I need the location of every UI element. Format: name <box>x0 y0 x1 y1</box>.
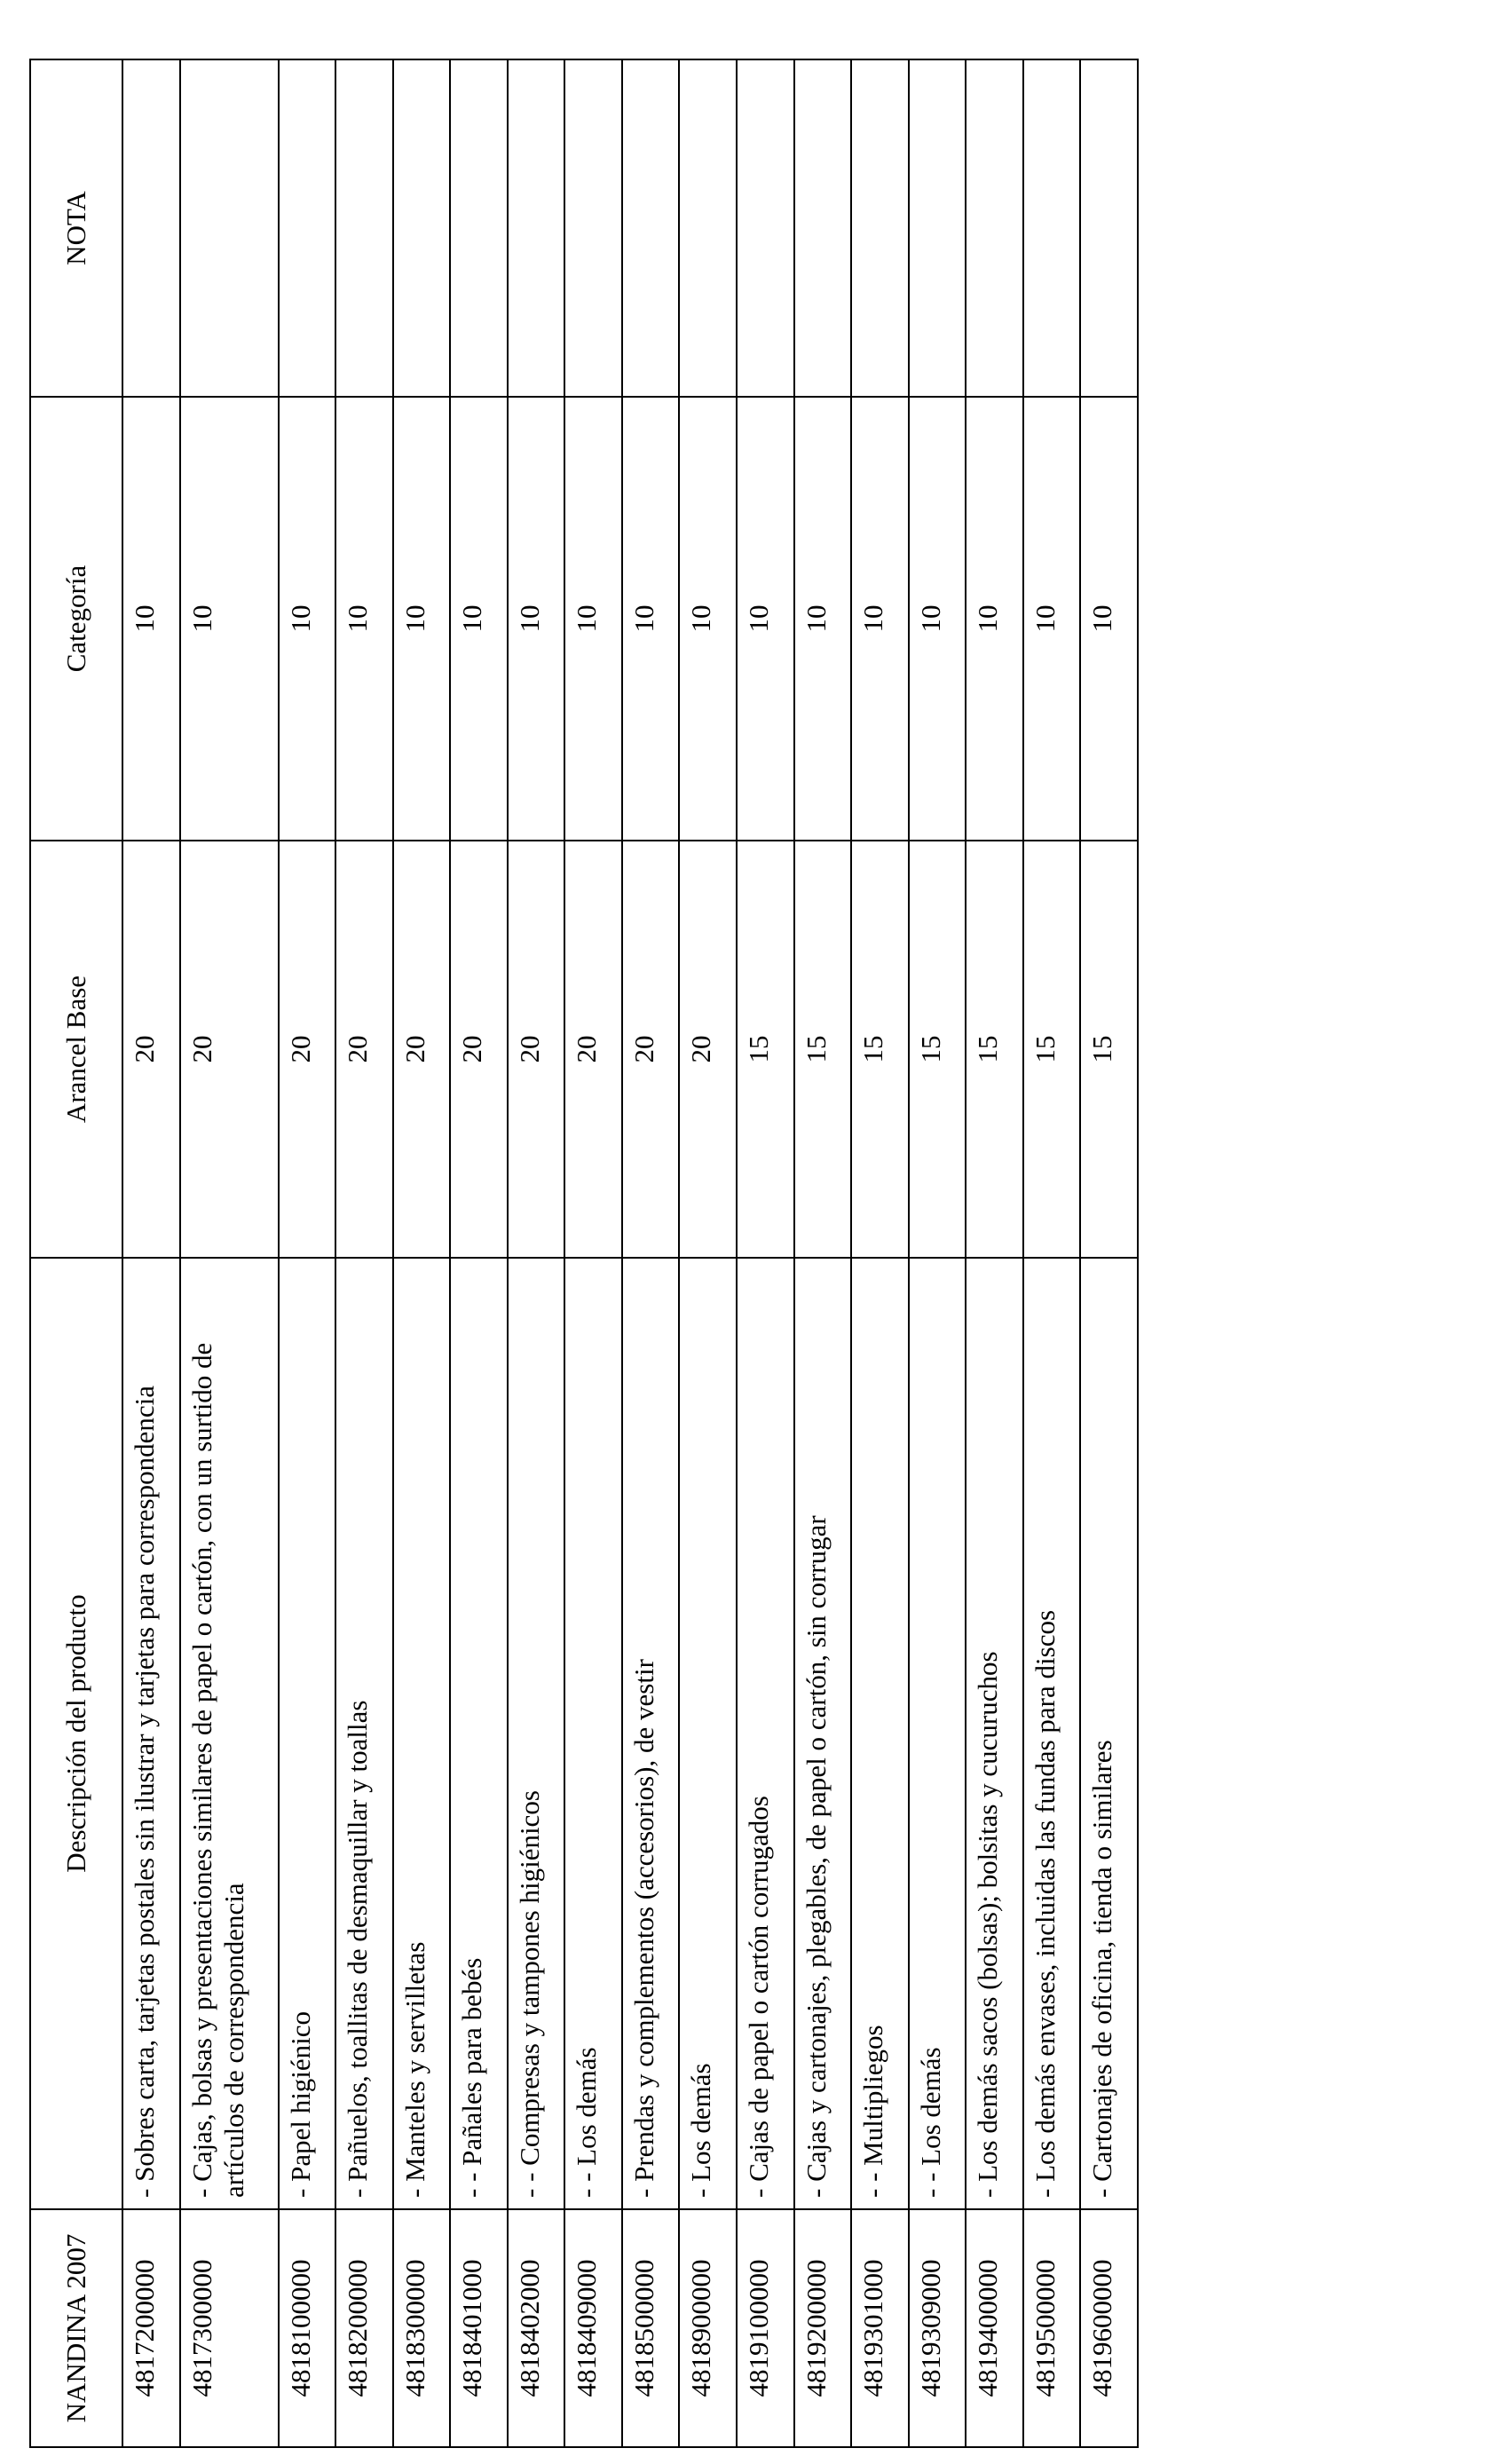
table-row <box>737 59 794 2447</box>
cell-nota <box>851 59 909 397</box>
cell-arancel-base: 15 <box>1080 841 1138 1258</box>
cell-code: 4818401000 <box>450 2209 508 2447</box>
table-row <box>180 59 279 2447</box>
cell-categoria: 10 <box>279 397 336 841</box>
cell-nota <box>737 59 794 397</box>
cell-code: 4819301000 <box>851 2209 909 2447</box>
cell-code: 4817300000 <box>180 2209 279 2447</box>
table-row <box>679 59 737 2447</box>
cell-arancel-base: 20 <box>122 841 180 1258</box>
header-arancel-base: Arancel Base <box>30 841 122 1258</box>
cell-nota <box>1023 59 1081 397</box>
cell-categoria: 10 <box>393 397 451 841</box>
cell-nota <box>966 59 1023 397</box>
cell-description: - Cartonajes de oficina, tienda o similares <box>1080 1258 1138 2209</box>
header-nandina: NANDINA 2007 <box>30 2209 122 2447</box>
header-descripcion: Descripción del producto <box>30 1258 122 2209</box>
cell-arancel-base: 20 <box>335 841 393 1258</box>
cell-description: - Cajas de papel o cartón corrugados <box>737 1258 794 2209</box>
table-row <box>1023 59 1081 2447</box>
cell-code: 4819200000 <box>794 2209 852 2447</box>
cell-description: - - Multipliegos <box>851 1258 909 2209</box>
cell-description: - Cajas y cartonajes, plegables, de papel o cartón, sin corrugar <box>794 1258 852 2209</box>
cell-description: - - Compresas y tampones higiénicos <box>508 1258 565 2209</box>
cell-categoria: 10 <box>909 397 966 841</box>
cell-code: 4817200000 <box>122 2209 180 2447</box>
cell-nota <box>794 59 852 397</box>
cell-categoria: 10 <box>794 397 852 841</box>
cell-nota <box>508 59 565 397</box>
cell-categoria: 10 <box>679 397 737 841</box>
cell-arancel-base: 20 <box>450 841 508 1258</box>
cell-code: 4818100000 <box>279 2209 336 2447</box>
cell-arancel-base: 15 <box>737 841 794 1258</box>
cell-code: 4818409000 <box>564 2209 622 2447</box>
cell-description: - Prendas y complementos (accesorios), de vestir <box>622 1258 680 2209</box>
cell-arancel-base: 20 <box>180 841 279 1258</box>
table-row <box>122 59 180 2447</box>
cell-categoria: 10 <box>122 397 180 841</box>
cell-code: 4819600000 <box>1080 2209 1138 2447</box>
cell-categoria: 10 <box>335 397 393 841</box>
table-row <box>564 59 622 2447</box>
cell-nota <box>450 59 508 397</box>
cell-code: 4819309000 <box>909 2209 966 2447</box>
table-row <box>279 59 336 2447</box>
cell-description: - Los demás sacos (bolsas); bolsitas y cucuruchos <box>966 1258 1023 2209</box>
header-categoria: Categoría <box>30 397 122 841</box>
cell-nota <box>122 59 180 397</box>
cell-categoria: 10 <box>180 397 279 841</box>
cell-categoria: 10 <box>564 397 622 841</box>
tariff-table <box>29 59 1139 2448</box>
table-row <box>508 59 565 2447</box>
rotated-table-container <box>29 60 1139 2448</box>
cell-code: 4819400000 <box>966 2209 1023 2447</box>
cell-nota <box>909 59 966 397</box>
cell-categoria: 10 <box>508 397 565 841</box>
header-nota: NOTA <box>30 59 122 397</box>
cell-nota <box>622 59 680 397</box>
cell-arancel-base: 20 <box>393 841 451 1258</box>
cell-description: - - Los demás <box>564 1258 622 2209</box>
cell-description: - - Pañales para bebés <box>450 1258 508 2209</box>
cell-arancel-base: 15 <box>794 841 852 1258</box>
cell-categoria: 10 <box>450 397 508 841</box>
cell-code: 4819100000 <box>737 2209 794 2447</box>
cell-description: - Pañuelos, toallitas de desmaquillar y toallas <box>335 1258 393 2209</box>
cell-nota <box>279 59 336 397</box>
cell-categoria: 10 <box>1023 397 1081 841</box>
cell-arancel-base: 15 <box>851 841 909 1258</box>
table-row <box>450 59 508 2447</box>
cell-categoria: 10 <box>1080 397 1138 841</box>
table-row <box>794 59 852 2447</box>
cell-nota <box>393 59 451 397</box>
cell-categoria: 10 <box>851 397 909 841</box>
cell-nota <box>180 59 279 397</box>
cell-code: 4819500000 <box>1023 2209 1081 2447</box>
cell-arancel-base: 15 <box>1023 841 1081 1258</box>
table-row <box>622 59 680 2447</box>
cell-categoria: 10 <box>737 397 794 841</box>
cell-arancel-base: 20 <box>679 841 737 1258</box>
cell-arancel-base: 20 <box>508 841 565 1258</box>
cell-description: - Los demás envases, incluidas las fundas para discos <box>1023 1258 1081 2209</box>
cell-nota <box>335 59 393 397</box>
cell-arancel-base: 20 <box>622 841 680 1258</box>
cell-arancel-base: 20 <box>279 841 336 1258</box>
cell-arancel-base: 15 <box>909 841 966 1258</box>
cell-code: 4818500000 <box>622 2209 680 2447</box>
cell-code: 4818900000 <box>679 2209 737 2447</box>
table-row <box>335 59 393 2447</box>
table-row <box>393 59 451 2447</box>
cell-description: - Papel higiénico <box>279 1258 336 2209</box>
cell-categoria: 10 <box>966 397 1023 841</box>
table-header <box>30 59 122 2447</box>
cell-nota <box>1080 59 1138 397</box>
table-row <box>966 59 1023 2447</box>
table-row <box>909 59 966 2447</box>
table-row <box>1080 59 1138 2447</box>
cell-arancel-base: 15 <box>966 841 1023 1258</box>
cell-nota <box>564 59 622 397</box>
cell-description: - Manteles y servilletas <box>393 1258 451 2209</box>
cell-description: - Cajas, bolsas y presentaciones similares de papel o cartón, con un surtido de artículos de correspondencia <box>180 1258 279 2209</box>
table-row <box>851 59 909 2447</box>
cell-code: 4818200000 <box>335 2209 393 2447</box>
header-row <box>30 59 122 2447</box>
cell-description: - - Los demás <box>909 1258 966 2209</box>
cell-nota <box>679 59 737 397</box>
cell-code: 4818300000 <box>393 2209 451 2447</box>
table-body <box>122 59 1138 2447</box>
cell-description: - Los demás <box>679 1258 737 2209</box>
cell-description: - Sobres carta, tarjetas postales sin ilustrar y tarjetas para correspondencia <box>122 1258 180 2209</box>
cell-arancel-base: 20 <box>564 841 622 1258</box>
cell-code: 4818402000 <box>508 2209 565 2447</box>
cell-categoria: 10 <box>622 397 680 841</box>
